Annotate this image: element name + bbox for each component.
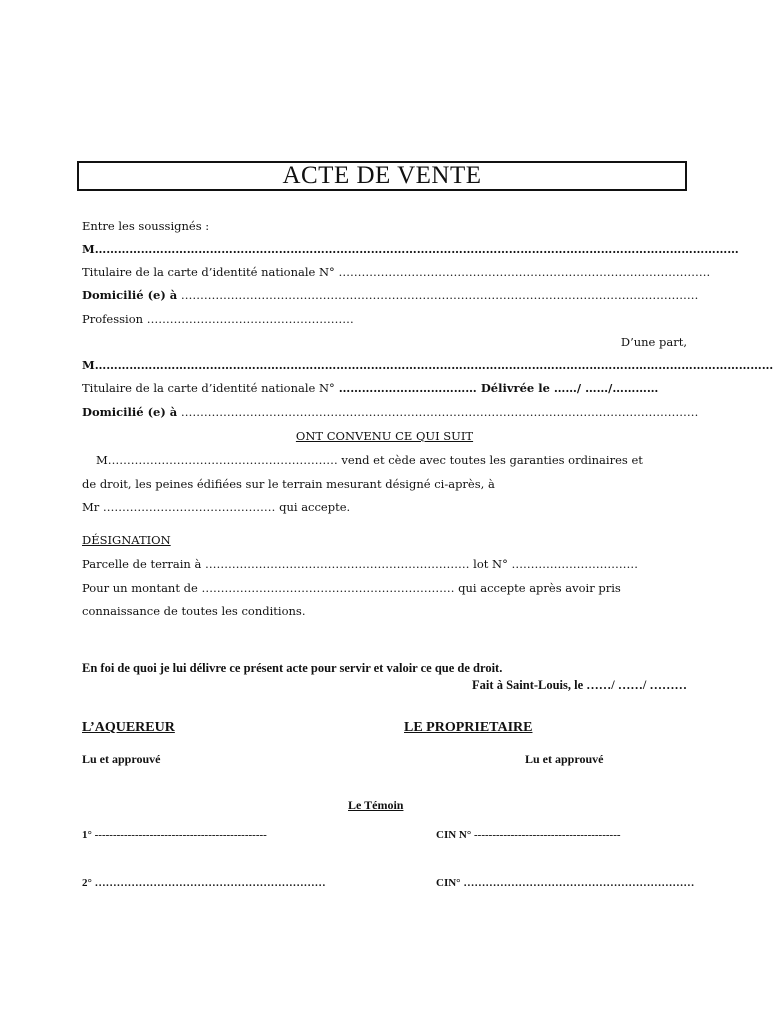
designation-heading: DÉSIGNATION [82,533,171,547]
lot-dots: …………………………… [507,557,639,571]
party2-address-label: Domicilié (e) à [82,405,178,419]
place-and-date: Fait à Saint-Louis, le ……/ ……/ ……… [472,678,687,692]
party1-profession-field [82,311,687,327]
parcel-label: Parcelle de terrain à [82,557,202,571]
party2-address-dots: ……………………………………………………………………………………………………………………… [177,405,699,419]
buyer-prefix: Mr [82,500,100,514]
amount-field [82,580,687,596]
party1-address-field [82,287,699,303]
amount-suffix: qui accepte après avoir pris [454,581,621,595]
parties-intro: Entre les soussignés : [82,219,210,233]
witness-2-field: 2° ……………………………………………………… [82,877,326,889]
amount-label: Pour un montant de [82,581,198,595]
party1-address-dots: ……………………………………………………………………………………………………………………… [177,288,699,302]
lot-label: lot N° [469,557,508,571]
party1-cni-field: Titulaire de la carte d’identité nationale N° ……………………………………………………………………………………. [82,265,711,279]
witness-title: Le Témoin [348,798,404,812]
buyer-name-dots: ……………………………………… [99,500,276,514]
party2-cni-field [82,380,687,396]
owner-title: LE PROPRIETAIRE [404,720,533,735]
owner-approved: Lu et approuvé [525,752,604,766]
party2-delivered-dots: ……/ ……/………… [549,381,659,395]
party1-profession-label: Profession [82,312,144,326]
witness-2-cin-field: CIN° ……………………………………………………… [436,877,695,889]
agreement-line-1 [96,452,687,468]
witness-1-cin-field: CIN N° ---------------------------------------- [436,829,621,841]
party2-cni-label: Titulaire de la carte d’identité nationale N° [82,381,335,395]
buyer-approved: Lu et approuvé [82,752,161,766]
party2-cni-dots: ……………………………… [334,381,477,395]
agreement-line-2: de droit, les peines édifiées sur le terrain mesurant désigné ci-après, à [82,477,495,491]
document-title-box [77,161,687,191]
party1-closing: D’une part, [620,335,687,349]
closing-statement: En foi de quoi je lui délivre ce présent acte pour servir et valoir ce que de droit. [82,661,503,675]
amount-dots: ………………………………………………………… [197,581,455,595]
agreement-line-3 [82,499,687,515]
party1-profession-dots: ……………………………………………… [143,312,354,326]
conditions-line: connaissance de toutes les conditions. [82,604,306,618]
party2-name-field: M…………………………………………………………………………………………………………………………………………………………… [82,358,773,372]
parcel-dots: …………………………………………………………… [201,557,470,571]
buyer-accepts: qui accepte. [275,500,351,514]
seller-name-dots: M…………………………………………………… [96,453,338,467]
witness-1-field: 1° ----------------------------------------------- [82,829,267,841]
agreement-heading: ONT CONVENU CE QUI SUIT [295,429,474,443]
party1-address-label: Domicilié (e) à [82,288,178,302]
buyer-title: L’AQUEREUR [82,720,175,735]
agreement-line-1-text: vend et cède avec toutes les garanties ordinaires et [337,453,643,467]
document-title: ACTE DE VENTE [282,162,482,189]
party2-address-field [82,404,699,420]
party2-delivered-label: Délivrée le [476,381,550,395]
parcel-field [82,556,687,572]
party1-name-field: M…………………………………………………………………………………………………………………………………………………… [82,242,739,256]
